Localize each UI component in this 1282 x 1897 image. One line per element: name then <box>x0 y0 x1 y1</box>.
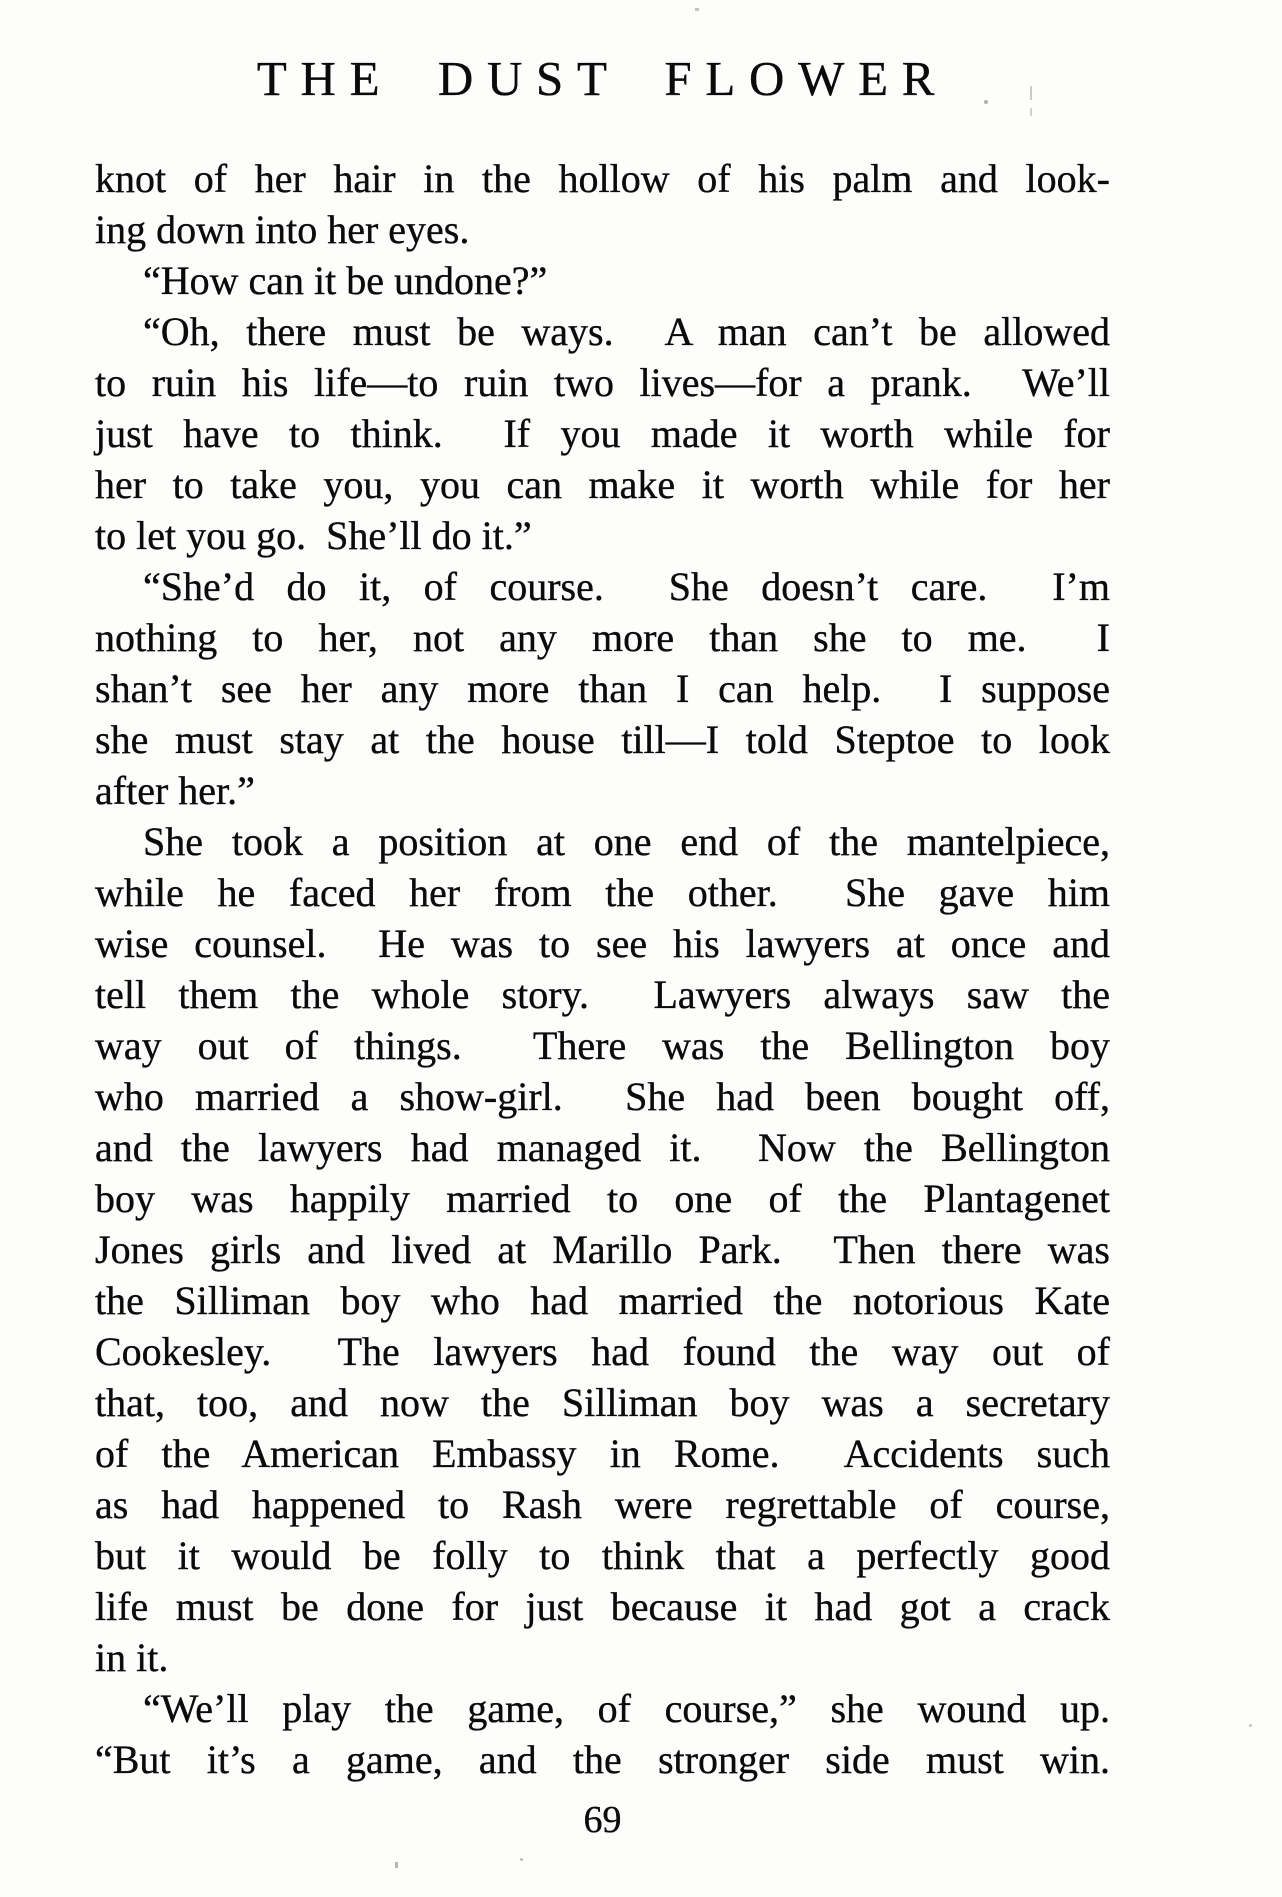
text-line: “But it’s a game, and the stronger side must win. <box>95 1737 1110 1782</box>
text-line: “She’d do it, of course. She doesn’t care. I’m <box>143 564 1110 609</box>
text-line: but it would be folly to think that a perfectly good <box>95 1533 1110 1578</box>
text-line: She took a position at one end of the mantelpiece, <box>143 819 1110 864</box>
page-body <box>95 153 1110 1785</box>
text-line: the Silliman boy who had married the notorious Kate <box>95 1278 1110 1323</box>
text-line: and the lawyers had managed it. Now the Bellington <box>95 1125 1110 1170</box>
scan-speck <box>395 1862 398 1868</box>
text-line: way out of things. There was the Bellington boy <box>95 1023 1110 1068</box>
text-line: life must be done for just because it had got a crack <box>95 1584 1110 1629</box>
text-line: “How can it be undone?” <box>143 258 548 303</box>
running-header: THE DUST FLOWER <box>256 51 949 106</box>
text-line: “We’ll play the game, of course,” she wound up. <box>143 1686 1110 1731</box>
page-number: 69 <box>583 1799 622 1841</box>
text-line: wise counsel. He was to see his lawyers at once and <box>95 921 1110 966</box>
text-line: that, too, and now the Silliman boy was a secretary <box>95 1380 1110 1425</box>
text-line: to let you go. She’ll do it.” <box>95 513 532 558</box>
text-line: knot of her hair in the hollow of his palm and look- <box>95 156 1110 201</box>
scan-speck <box>1249 1724 1252 1727</box>
text-line: just have to think. If you made it worth while for <box>95 411 1110 456</box>
text-line: her to take you, you can make it worth while for her <box>95 462 1110 507</box>
text-line: nothing to her, not any more than she to me. I <box>95 615 1110 660</box>
text-line: while he faced her from the other. She gave him <box>95 870 1110 915</box>
scan-speck <box>1030 86 1032 100</box>
text-line: Jones girls and lived at Marillo Park. Then there was <box>95 1227 1110 1272</box>
scan-speck <box>520 1858 523 1861</box>
text-line: who married a show-girl. She had been bought off, <box>95 1074 1110 1119</box>
scan-speck <box>984 100 988 104</box>
text-line: to ruin his life—to ruin two lives—for a prank. We’ll <box>95 360 1110 405</box>
scan-speck <box>695 8 699 11</box>
text-line: tell them the whole story. Lawyers always saw the <box>95 972 1110 1017</box>
text-line: shan’t see her any more than I can help. I suppose <box>95 666 1110 711</box>
scan-speck <box>1030 108 1032 116</box>
text-line: after her.” <box>95 768 255 813</box>
text-line: in it. <box>95 1635 169 1680</box>
text-line: Cookesley. The lawyers had found the way out of <box>95 1329 1110 1374</box>
text-line: ing down into her eyes. <box>95 207 470 252</box>
text-line: as had happened to Rash were regrettable of course, <box>95 1482 1110 1527</box>
text-line: she must stay at the house till—I told Steptoe to look <box>95 717 1110 762</box>
text-line: of the American Embassy in Rome. Accidents such <box>95 1431 1110 1476</box>
text-line: “Oh, there must be ways. A man can’t be allowed <box>143 309 1110 354</box>
text-line: boy was happily married to one of the Plantagenet <box>95 1176 1110 1221</box>
